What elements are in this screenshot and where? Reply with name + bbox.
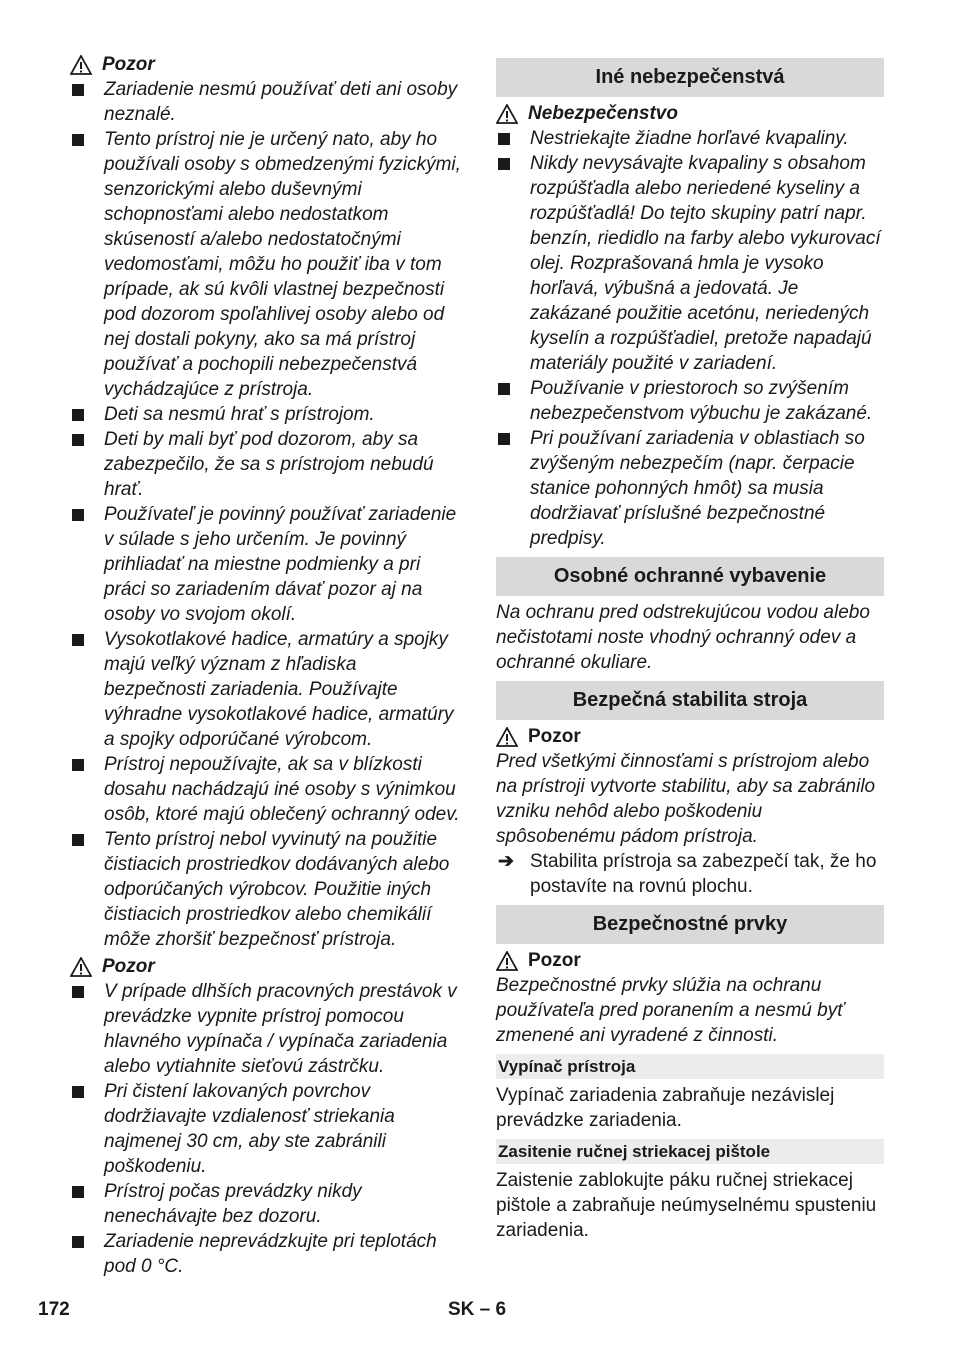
list-item: Prístroj nepoužívajte, ak sa v blízkosti dosahu nachádzajú iné osoby s výnimkou osôb, ktoré majú oblečený ochranný odev. (70, 752, 462, 827)
stability-step (496, 849, 884, 899)
list-item: Pri používaní zariadenia v oblastiach so zvýšeným nebezpečím (napr. čerpacie stanice pohonných hmôt) sa musia dodržiavať príslušné bezpečnostné predpisy. (496, 426, 884, 551)
warning-label: Pozor (528, 950, 581, 971)
protective-equipment-text: Na ochranu pred odstrekujúcou vodou alebo nečistotami noste vhodný ochranný odev a ochranné okuliare. (496, 602, 870, 673)
square-bullet-icon (496, 376, 530, 426)
square-bullet-icon (70, 752, 104, 827)
square-bullet-icon (496, 126, 530, 151)
right-column (496, 58, 884, 1243)
warning-triangle-icon (496, 727, 518, 747)
section-heading-safety-devices: Bezpečnostné prvky (496, 905, 884, 944)
left-column (70, 50, 462, 1279)
device-switch-text: Vypínač zariadenia zabraňuje nezávislej prevádzke zariadenia. (496, 1085, 835, 1131)
bullet-list-dangers (496, 126, 884, 551)
warning-label: Nebezpečenstvo (528, 103, 678, 124)
square-bullet-icon (496, 426, 530, 551)
section-heading-stability: Bezpečná stabilita stroja (496, 681, 884, 720)
square-bullet-icon (70, 1179, 104, 1229)
warning-pozor-2 (70, 954, 462, 979)
square-bullet-icon (70, 827, 104, 952)
arrow-right-icon: ➔ (498, 851, 514, 872)
square-bullet-icon (70, 402, 104, 427)
warning-triangle-icon (70, 55, 92, 75)
square-bullet-icon (70, 1079, 104, 1179)
subheading-device-switch: Vypínač prístroja (496, 1054, 884, 1079)
section-heading-other-dangers: Iné nebezpečenstvá (496, 58, 884, 97)
list-item: Zariadenie neprevádzkujte pri teplotách pod 0 °C. (70, 1229, 462, 1279)
safety-devices-text: Bezpečnostné prvky slúžia na ochranu používateľa pred poranením a nesmú byť zmenené ani vyradené z činnosti. (496, 975, 844, 1046)
list-item: Tento prístroj nebol vyvinutý na použitie čistiacich prostriedkov dodávaných alebo odporúčaných výrobcov. Použitie iných čistiacich prostriedkov alebo chemikálií môže zhoršiť bezpečnosť prístroja. (70, 827, 462, 952)
warning-triangle-icon (496, 951, 518, 971)
warning-pozor-stability (496, 724, 884, 749)
subheading-trigger-gun-lock: Zasitenie ručnej striekacej pištole (496, 1139, 884, 1164)
warning-label: Pozor (102, 956, 155, 977)
list-item: Prístroj počas prevádzky nikdy nenechávajte bez dozoru. (70, 1179, 462, 1229)
list-item: Používateľ je povinný používať zariadenie v súlade s jeho určením. Je povinný prihliadať na miestne podmienky a pri práci so zariadením dávať pozor aj na osoby vo svojom okolí. (70, 502, 462, 627)
square-bullet-icon (70, 1229, 104, 1279)
list-item: Deti by mali byť pod dozorom, aby sa zabezpečilo, že sa s prístrojom nebudú hrať. (70, 427, 462, 502)
list-item: Nestriekajte žiadne horľavé kvapaliny. (496, 126, 884, 151)
warning-pozor-1 (70, 52, 462, 77)
section-heading-protective-equipment: Osobné ochranné vybavenie (496, 557, 884, 596)
list-item: Deti sa nesmú hrať s prístrojom. (70, 402, 462, 427)
square-bullet-icon (70, 77, 104, 127)
list-item: Pri čistení lakovaných povrchov dodržiavajte vzdialenosť striekania najmenej 30 cm, aby ste zabránili poškodeniu. (70, 1079, 462, 1179)
step-text: Stabilita prístroja sa zabezpečí tak, že ho postavíte na rovnú plochu. (530, 851, 877, 897)
page-number: 172 (38, 1299, 70, 1320)
square-bullet-icon (70, 427, 104, 502)
warning-nebezpecenstvo (496, 101, 884, 126)
bullet-list-1 (70, 77, 462, 952)
square-bullet-icon (70, 502, 104, 627)
section-label: SK – 6 (448, 1299, 507, 1320)
list-item: V prípade dlhších pracovných prestávok v prevádzke vypnite prístroj pomocou hlavného vypínača / vypínača zariadenia alebo vytiahnite sieťovú zástrčku. (70, 979, 462, 1079)
square-bullet-icon (496, 151, 530, 376)
list-item: Nikdy nevysávajte kvapaliny s obsahom rozpúšťadla alebo neriedené kyseliny a rozpúšťadlá! Do tejto skupiny patrí napr. benzín, riedidlo na farby alebo vykurovací olej. Rozprašovaná hmla je vysoko horľavá, výbušná a jedovatá. Je zakázané použitie acetónu, neriedených kyselín a rozpúšťadiel, pretože napadajú materiály použité v zariadení. (496, 151, 884, 376)
warning-label: Pozor (102, 54, 155, 75)
warning-pozor-safety (496, 948, 884, 973)
stability-text: Pred všetkými činnosťami s prístrojom alebo na prístroji vytvorte stabilitu, aby sa zabránilo vzniku nehôd alebo poškodeniu spôsobenému pádom prístroja. (496, 751, 876, 847)
warning-triangle-icon (70, 957, 92, 977)
square-bullet-icon (70, 127, 104, 402)
warning-label: Pozor (528, 726, 581, 747)
list-item: Zariadenie nesmú používať deti ani osoby neznalé. (70, 77, 462, 127)
warning-triangle-icon (496, 104, 518, 124)
list-item: Vysokotlakové hadice, armatúry a spojky majú veľký význam z hľadiska bezpečnosti zariadenia. Používajte výhradne vysokotlakové hadice, armatúry a spojky odporúčané výrobcom. (70, 627, 462, 752)
square-bullet-icon (70, 627, 104, 752)
trigger-gun-lock-text: Zaistenie zablokujte páku ručnej striekacej pištole a zabraňuje neúmyselnému spusteniu zariadenia. (496, 1170, 877, 1241)
square-bullet-icon (70, 979, 104, 1079)
list-item: Používanie v priestoroch so zvýšením nebezpečenstvom výbuchu je zakázané. (496, 376, 884, 426)
list-item: Tento prístroj nie je určený nato, aby ho používali osoby s obmedzenými fyzickými, senzorickými alebo duševnými schopnosťami alebo nedostatkom skúseností a/alebo nedostatočnými vedomosťami, môžu ho použiť iba v tom prípade, ak sú kvôli vlastnej bezpečnosti pod dozorom spoľahlivej osoby alebo od nej dostali pokyny, ako sa má prístroj používať a pochopili nebezpečenstvá vychádzajúce z prístroja. (70, 127, 462, 402)
bullet-list-2 (70, 979, 462, 1279)
